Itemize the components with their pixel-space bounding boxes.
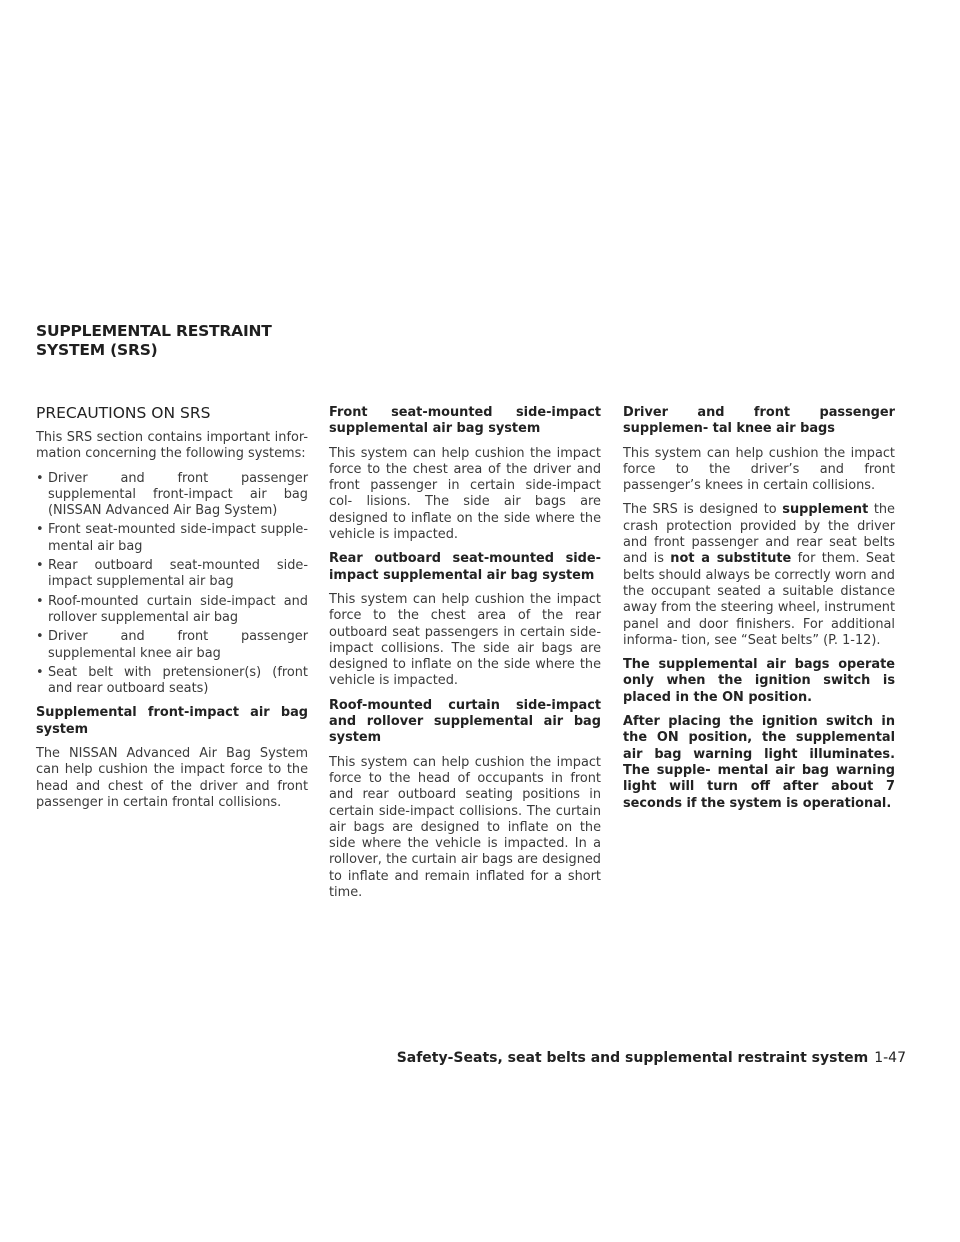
column-3: [623, 405, 895, 820]
page-number: 1-47: [874, 1050, 906, 1066]
footer-section-title: Safety-Seats, seat belts and supplemental restraint system: [396, 1050, 869, 1066]
list-item: • Roof-mounted curtain side-impact and rollover supplemental air bag: [36, 594, 308, 627]
precautions-heading: PRECAUTIONS ON SRS: [36, 404, 211, 422]
systems-list: [36, 471, 308, 698]
curtain-subheading: Roof-mounted curtain side-impact and rollover supplemental air bag system: [329, 697, 601, 746]
knee-airbag-paragraph: This system can help cushion the impact force to the driver’s and front passenger’s knees in certain collisions.: [623, 445, 895, 494]
rear-side-impact-paragraph: This system can help cushion the impact force to the chest area of the rear outboard seat passengers in certain side-impact collisions. The side air bags are designed to inflate on the side where the vehicle is impacted.: [329, 591, 601, 689]
front-side-impact-subheading: Front seat-mounted side-impact supplemental air bag system: [329, 405, 601, 437]
emphasis-supplement: supplement: [782, 502, 869, 518]
list-item: • Rear outboard seat-mounted side- impact supplemental air bag: [36, 558, 308, 591]
text-run: the crash protection provided by the driver and front passenger and rear seat belts and is: [623, 502, 895, 567]
intro-paragraph: This SRS section contains important infor- mation concerning the following systems:: [36, 430, 308, 462]
rear-side-impact-subheading: Rear outboard seat-mounted side- impact supplemental air bag system: [329, 551, 601, 583]
warning-light-paragraph: After placing the ignition switch in the ON position, the supplemental air bag warning light illuminates. The supple- mental air bag warning light will turn off after about 7 seconds if the system is operational.: [623, 714, 895, 811]
knee-airbag-subheading: Driver and front passenger supplemen- tal knee air bags: [623, 405, 895, 437]
section-title: SUPPLEMENTAL RESTRAINT SYSTEM (SRS): [36, 322, 272, 359]
page-footer: [397, 1050, 906, 1066]
column-2: [329, 405, 601, 909]
front-side-impact-paragraph: This system can help cushion the impact force to the chest area of the driver and front passenger in certain side-impact col- lisions. The side air bags are designed to inflate on the side where the vehicle is impacted.: [329, 445, 601, 543]
column-1: [36, 404, 308, 819]
list-item: • Driver and front passenger supplemental knee air bag: [36, 629, 308, 662]
front-impact-paragraph: The NISSAN Advanced Air Bag System can help cushion the impact force to the head and chest of the driver and front passenger in certain frontal collisions.: [36, 746, 308, 810]
text-run: The SRS is designed to: [623, 502, 783, 518]
text-run: for them. Seat belts should always be correctly worn and the occupant seated a suitable distance away from the steering wheel, instrument panel and door finishers. For additional informa- tion, see “Seat belts” (P. 1-12).: [623, 551, 895, 648]
curtain-paragraph: This system can help cushion the impact force to the head of occupants in front and rear outboard seating positions in certain side-impact collisions. The curtain air bags are designed to inflate on the side where the vehicle is impacted. In a rollover, the curtain air bags are designed to inflate and remain inflated for a short time.: [329, 754, 601, 901]
ignition-note-paragraph: The supplemental air bags operate only when the ignition switch is placed in the ON position.: [623, 657, 895, 705]
srs-supplement-paragraph: [623, 502, 895, 649]
emphasis-not-substitute: not a substitute: [670, 551, 792, 567]
list-item: • Driver and front passenger supplemental front-impact air bag (NISSAN Advanced Air Bag System): [36, 471, 308, 520]
list-item: • Seat belt with pretensioner(s) (front and rear outboard seats): [36, 665, 308, 698]
front-impact-subheading: Supplemental front-impact air bag system: [36, 705, 308, 737]
list-item: • Front seat-mounted side-impact supple- mental air bag: [36, 522, 308, 555]
